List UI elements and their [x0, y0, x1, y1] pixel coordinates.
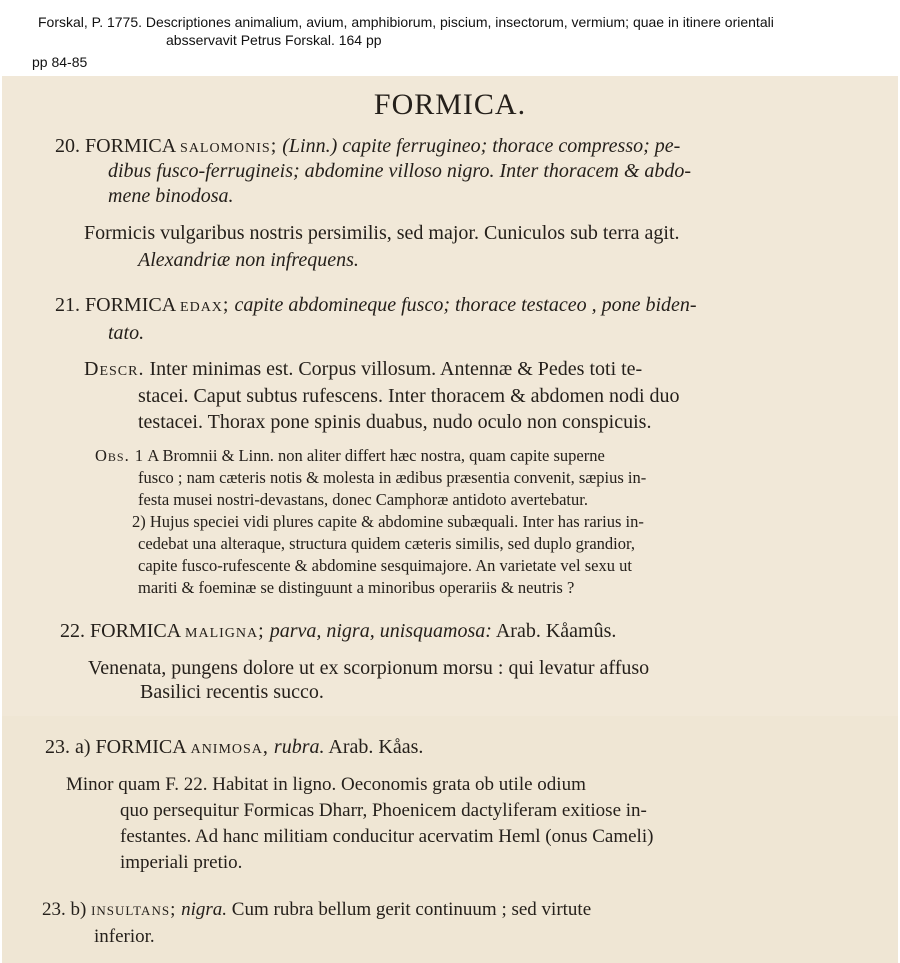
entry-21-obs-1b: fusco ; nam cæteris notis & molesta in ædibus præsentia convenit, sæpius in-	[138, 468, 647, 487]
entry-21-line-2: tato.	[108, 322, 145, 344]
entry-21-descr-2: stacei. Caput subtus rufescens. Inter thoracem & abdomen nodi duo	[138, 385, 680, 407]
entry-22-text-2: Basilici recentis succo.	[140, 681, 324, 703]
obs-text: A Bromnii & Linn. non aliter differt hæc nostra, quam capite superne	[147, 446, 605, 465]
diagnosis: nigra.	[181, 899, 228, 920]
species: maligna;	[185, 620, 265, 642]
entry-23a-text-4: imperiali pretio.	[120, 852, 243, 873]
species: edax;	[180, 294, 230, 316]
entry-21-line-1	[55, 293, 697, 317]
entry-21-descr-3: testacei. Thorax pone spinis duabus, nudo oculo non conspicuis.	[138, 411, 652, 433]
descr-label: Descr.	[84, 358, 145, 380]
entry-21-obs-2d: mariti & foeminæ se distinguunt a minoribus operariis & neutris ?	[138, 578, 575, 597]
diagnosis: (Linn.) capite ferrugineo; thorace compresso; pe-	[282, 135, 681, 157]
entry-23b-line-1	[42, 898, 591, 922]
entry-23a-text-3: festantes. Ad hanc militiam conducitur acervatim Heml (onus Cameli)	[120, 826, 654, 847]
species: salomonis;	[180, 135, 278, 157]
genus: FORMICA	[85, 294, 176, 316]
species: animosa,	[190, 736, 269, 758]
genus: FORMICA	[95, 736, 186, 758]
entry-number: 23. a)	[45, 736, 91, 758]
citation-line-1: Forskal, P. 1775. Descriptiones animalium, avium, amphibiorum, piscium, insectorum, vermium; quae in itinere orientali	[38, 14, 774, 30]
entry-23a-text-1: Minor quam F. 22. Habitat in ligno. Oeconomis grata ob utile odium	[66, 774, 586, 795]
entry-21-obs-2b: cedebat una alteraque, structura quidem cæteris similis, sed duplo grandior,	[138, 534, 635, 553]
entry-20-line-1	[55, 134, 680, 158]
citation-line-2: absservavit Petrus Forskal. 164 pp	[166, 32, 382, 48]
entry-number: 20.	[55, 135, 80, 157]
entry-21-obs-1a	[95, 445, 605, 466]
entry-number: 21.	[55, 294, 80, 316]
entry-23b-text-2: inferior.	[94, 926, 155, 947]
descr-text: Inter minimas est. Corpus villosum. Antennæ & Pedes toti te-	[149, 358, 643, 380]
entry-20-text-2: Alexandriæ non infrequens.	[138, 249, 359, 271]
entry-number: 23. b)	[42, 899, 87, 920]
citation-pages: pp 84-85	[32, 54, 88, 70]
entry-21-obs-1c: festa musei nostri-devastans, donec Camphoræ antidoto avertebatur.	[138, 490, 588, 509]
species: insultans;	[91, 899, 177, 920]
obs-label: Obs. 1	[95, 446, 145, 465]
entry-23a-line-1	[45, 735, 423, 759]
entry-20-line-2: dibus fusco-ferrugineis; abdomine villoso nigro. Inter thoracem & abdo-	[108, 160, 692, 182]
genus: FORMICA	[90, 620, 181, 642]
entry-22-line-1	[60, 619, 616, 643]
entry-21-obs-2c: capite fusco-rufescente & abdomine sesquimajore. An varietate vel sexu ut	[138, 556, 632, 575]
arabic-name: Arab. Kåamûs.	[495, 620, 617, 642]
page-heading: FORMICA.	[373, 88, 527, 121]
entry-number: 22.	[60, 620, 85, 642]
entry-21-descr-1	[84, 357, 642, 381]
text: Cum rubra bellum gerit continuum ; sed virtute	[231, 899, 592, 920]
entry-21-obs-2a	[132, 511, 644, 532]
entry-23a-text-2: quo persequitur Formicas Dharr, Phoenicem dactyliferam exitiose in-	[120, 800, 647, 821]
entry-20-line-3: mene binodosa.	[108, 185, 234, 207]
arabic-name: Arab. Kåas.	[328, 736, 424, 758]
obs-2-label: 2)	[132, 512, 146, 531]
entry-22-text-1: Venenata, pungens dolore ut ex scorpionum morsu : qui levatur affuso	[88, 657, 650, 679]
obs-2-text: Hujus speciei vidi plures capite & abdomine subæquali. Inter has rarius in-	[149, 512, 644, 531]
genus: FORMICA	[85, 135, 176, 157]
entry-20-text-1: Formicis vulgaribus nostris persimilis, sed major. Cuniculos sub terra agit.	[84, 222, 680, 244]
diagnosis: capite abdomineque fusco; thorace testaceo , pone biden-	[234, 294, 697, 316]
diagnosis: parva, nigra, unisquamosa:	[269, 620, 492, 642]
diagnosis: rubra.	[273, 736, 325, 758]
